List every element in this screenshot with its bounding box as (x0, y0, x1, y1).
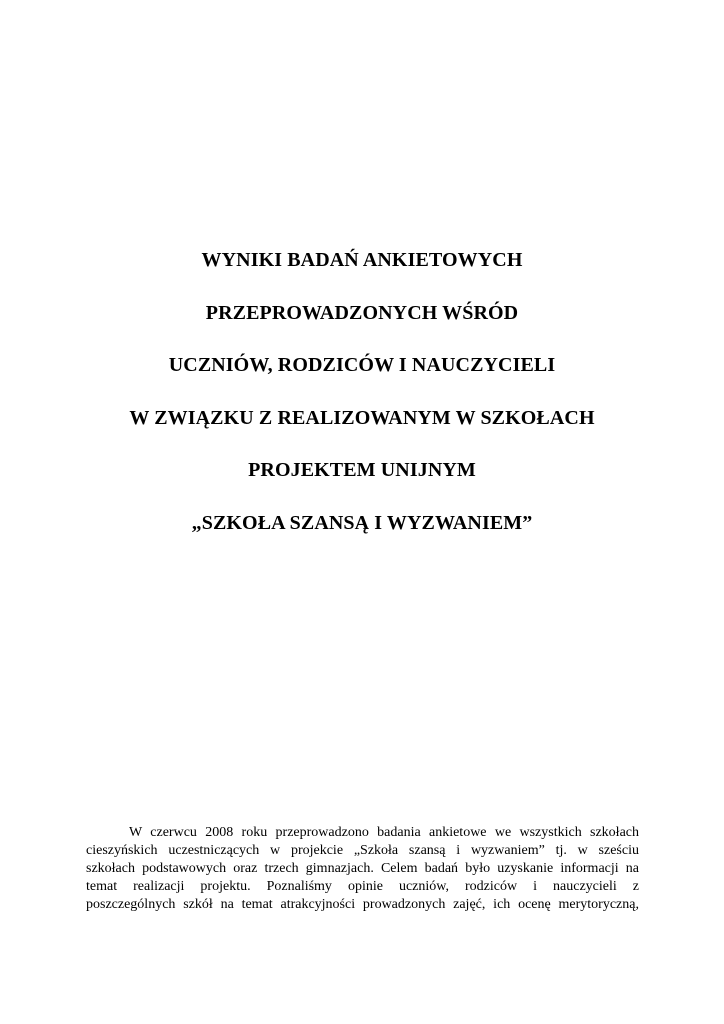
paragraph-line-1: W czerwcu 2008 roku przeprowadzono badania ankietowe we wszystkich szkołach (129, 825, 639, 840)
paragraph-line-5: poszczególnych szkół na temat atrakcyjności prowadzonych zajęć, ich ocenę merytoryczną, (86, 897, 639, 912)
paragraph-line-2: cieszyńskich uczestniczących w projekcie „Szkoła szansą i wyzwaniem” tj. w sześciu (86, 843, 639, 858)
title-line-4: W ZWIĄZKU Z REALIZOWANYM W SZKOŁACH (129, 406, 595, 429)
title-line-1: WYNIKI BADAŃ ANKIETOWYCH (201, 249, 523, 271)
title-line-6: „SZKOŁA SZANSĄ I WYZWANIEM” (191, 511, 533, 534)
title-line-5: PROJEKTEM UNIJNYM (248, 459, 476, 481)
title-line-2: PRZEPROWADZONYCH WŚRÓD (205, 301, 519, 324)
document-title (0, 250, 724, 565)
intro-paragraph (86, 824, 639, 914)
title-line-3: UCZNIÓW, RODZICÓW I NAUCZYCIELI (168, 354, 556, 376)
paragraph-line-4: temat realizacji projektu. Poznaliśmy opinie uczniów, rodziców i nauczycieli z (86, 879, 639, 894)
paragraph-line-3: szkołach podstawowych oraz trzech gimnazjach. Celem badań było uzyskanie informacji na (86, 861, 639, 876)
